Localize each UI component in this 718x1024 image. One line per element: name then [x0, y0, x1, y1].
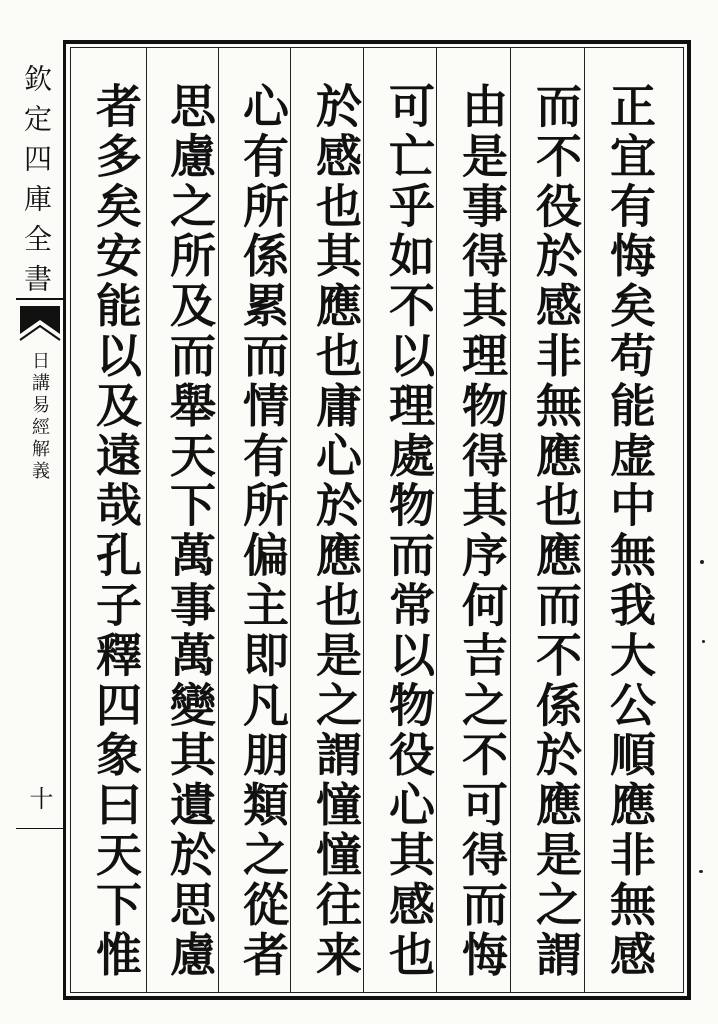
text-column-3: 由是事得其理物得其序何吉之不可得而悔	[455, 82, 509, 981]
book-title: 欽定四庫全書	[20, 64, 53, 304]
text-column-8: 者多矣安能以及遠哉孔子釋四象曰天下惟	[89, 82, 143, 981]
margin-divider-top	[16, 298, 64, 300]
page-number: 十	[25, 786, 53, 810]
scan-speck	[699, 870, 703, 873]
text-column-7: 思慮之所及而舉天下萬事萬變其遺於思慮	[163, 82, 217, 981]
text-column-6: 心有所係累而情有所偏主即凡朋類之從者	[236, 82, 290, 981]
margin-divider-bottom	[16, 828, 64, 829]
text-column-2: 而不役於感非無應也應而不係於應是之謂	[529, 82, 583, 981]
text-column-5: 於感也其應也庸心於應也是之謂憧憧往来	[309, 82, 363, 981]
text-column-1: 正宜有悔矣苟能虚中無我大公順應非無感	[603, 82, 657, 981]
fish-tail-mark-icon	[18, 304, 62, 348]
chapter-title: 日講易經解義	[29, 351, 50, 483]
scan-speck	[700, 560, 704, 564]
margin-strip	[16, 46, 62, 996]
text-column-4: 可亡乎如不以理處物而常以物役心其感也	[382, 82, 436, 981]
scan-speck	[702, 640, 705, 643]
